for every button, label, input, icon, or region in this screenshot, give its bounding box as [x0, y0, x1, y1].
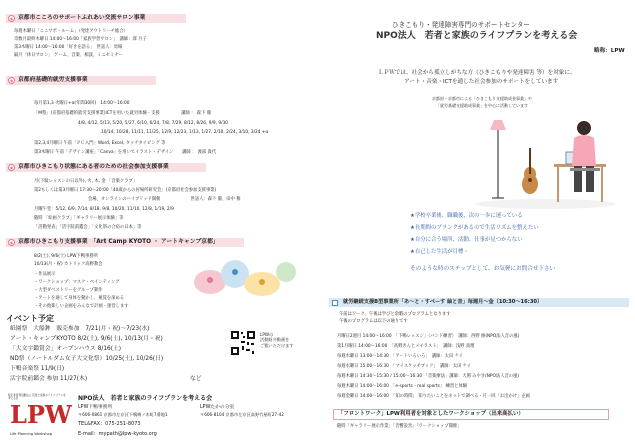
- events-trailing: など: [190, 376, 202, 382]
- salon-line-4: 隔月「休日サロン」 ゲーム、音楽、相談、ミニセミナー: [14, 53, 123, 58]
- employment-note-1: 午前はワーク、午後は学びと余暇のプログラムとなります: [339, 312, 451, 317]
- footer-logo-text: LPW: [10, 400, 72, 429]
- workshop-line: 随時「ギャラリー展示作業」「音響設営」「ワークショップ開催」: [337, 424, 462, 429]
- right-small-1: 京都府・京都市による「ひきこもり支援助成金事業」や: [432, 96, 532, 101]
- workshop-title: 「フロントワーク」LPW利用者を対象としたワークショップ（出来高払い）: [338, 411, 524, 417]
- event-item-1: 紙園祭 大船鉾 販売参加 7/21(月・祝)〜7/23(水): [10, 326, 150, 332]
- qr-note: LPWの 活動紹介動画を ご覧いただけます: [260, 332, 294, 348]
- artcamp-bullet-4: ・アートを通して身体を動かし、視覚を深める: [34, 296, 125, 301]
- employment-note-2: 午後のプログラムは以下の通りです: [339, 319, 408, 324]
- employment-header: [329, 298, 629, 307]
- employment-row-7: 毎週金曜日 14:00〜16:00 「知の時間」 知りたいことをネットで調べる・月一回「お出かけ」企画: [337, 394, 530, 399]
- workshop-header: [333, 409, 609, 420]
- shakai-line-2: 第2もしくは第3月曜日 17:30〜20:00「40歳からの居場所研究会」(京都府社会参加支援事業): [34, 188, 217, 193]
- footer-org-name: NPO法人 若者と家族のライフプランを考える会: [78, 395, 213, 402]
- right-title: [376, 31, 577, 42]
- employment-row-4: 毎週水曜日 15:00〜16:30 「マイスケッチブック」 講師：太田 ケイ: [337, 364, 471, 369]
- footer-logo-sub: Life Planning Workshop: [10, 432, 52, 436]
- event-item-5: 下鴨音楽祭 11/9(日): [10, 366, 65, 372]
- section-shakai-title: 京都市ひきこもり状態にある者のための社会参加支援事業: [18, 164, 169, 170]
- kiso-line-4: 10/14, 10/28, 11/11, 11/25, 12/9, 12/23, 1/13, 1/27, 2/10, 2/24, 3/10, 3/24 +α: [101, 130, 269, 135]
- artcamp-bullet-2: ・ワークショップ：マスク・ペインティング: [34, 280, 120, 285]
- shakai-line-3: 会場、オンラインのハイブリッド開催 世話人：森下 徹、田中 稚: [88, 197, 241, 202]
- event-item-3: 「大文字鑑賞会」オープンハウス 8/16(土): [10, 346, 122, 352]
- footer-email[interactable]: E-mail：mypath@lpw-kyoto.org: [78, 431, 157, 437]
- kiso-line-6: 第3木曜日 午前「デザイン講座」「Canva」を用いてイラスト・デザイン 講師 ： 渡部 貴代: [34, 150, 217, 155]
- section-marker-icon: ◆: [9, 78, 14, 83]
- shakai-line-6: 「活動発表」「活字院前鑑会」「文化祭の合宿の日本」等: [34, 225, 142, 230]
- right-intro-1: ＬＰＷでは、社会から孤立しがちな方（ひきこもりや発達障害 等）を対象に、: [378, 70, 576, 76]
- footer-logo: [8, 394, 72, 444]
- art-camp-illustration: [190, 252, 300, 304]
- right-abbr: 略称：LPW: [594, 48, 625, 54]
- event-item-2: アート・キャンプKYOTO 8/2(土), 9/6(土), 10/13(月・祝): [10, 336, 163, 342]
- kiso-line-2: 「M塾」(京都府基礎的就労支援事業)ICTを用いた就労体験・支援 講師 ： 森下 徹: [34, 111, 212, 116]
- employment-title: 就労継続支援B型事業所「あ〜と・すぺーす 紬と音」毎週月〜金（10:30〜16:30）: [343, 299, 543, 305]
- right-title-text: NPO法人 若者と家族のライフプランを考える会: [376, 31, 578, 41]
- artcamp-bullet-1: ・作品展示: [34, 272, 56, 277]
- employment-row-3: 毎週水曜日 13:00〜14:30 「アートいろいろ」 講師：太田 ケイ: [337, 354, 463, 359]
- shakai-line-1: 月(下駄レッスンの日以外), 火, 木, 金 「音楽クラブ」: [34, 179, 138, 184]
- section-shakai-header: [6, 163, 206, 172]
- section-marker-icon: [332, 300, 338, 306]
- section-salon-header: [6, 14, 186, 23]
- right-bullet-4: ★自己した生活が目標・: [410, 249, 469, 255]
- footer-office1-name: LPW下鴨事務所: [78, 405, 113, 410]
- right-closing: そのような時のステップとして、お気軽にお問合せ下さい: [410, 266, 556, 272]
- section-kiso-header: [6, 76, 156, 85]
- right-bullet-3: ★自分に合う場所、活動、仕事が見つからない: [410, 237, 523, 243]
- section-kiso-title: 京都府基礎的就労支援事業: [18, 77, 88, 83]
- footer-tel: TEL&FAX：075-251-8073: [78, 421, 141, 427]
- event-item-6: 活字院前鑑会 参加 11/27(木): [10, 376, 88, 382]
- kiso-line-1: 毎月第1,3 火曜日+α(年間30回) 14:00〜16:00: [34, 101, 130, 106]
- employment-row-1: 月曜日2週目 14:00〜16:00 「下鴨レッスン」（バンド練習） 講師：西野 修(NPO法人音の風): [337, 334, 520, 339]
- shakai-line-5: 随時 「絵画クラブ」「ギャラリー展示体験」等: [34, 216, 124, 221]
- event-item-4: ND祭（ノートルダム女子大文化祭）10/25(土), 10/26(日): [10, 356, 164, 362]
- artcamp-line-2: 10/13(月・祝) カトリック高野教会: [34, 262, 103, 267]
- music-illustration: [470, 108, 620, 210]
- artcamp-bullet-3: ・大型ダベストリーをグループ制作: [34, 288, 103, 293]
- qr-code-icon[interactable]: [230, 330, 256, 356]
- kiso-line-5: 第2,3,4月曜日 午前「ＰＣ入門」Word, Excel, タッチタイピング 等: [34, 141, 166, 146]
- section-marker-icon: ◆: [9, 240, 14, 245]
- section-art-camp-header: [6, 238, 244, 247]
- section-salon-title: 京都市こころのサポートふれあい交流サロン事業: [18, 15, 146, 21]
- footer-office1-addr: 〒606-0861 京都市左京区下鴨梅ノ木町7番地1: [78, 412, 168, 417]
- footer-logo-caption: 特定非営利活動法人 若者と家族のライフプランを考える会: [8, 394, 66, 400]
- right-intro-2: アート・音楽・ICTを通した社会参加のサポートをしています: [404, 79, 559, 85]
- artcamp-line-1: 8/2(土), 9/6(土) LPW下鴨事務所: [34, 254, 98, 259]
- salon-line-1: 毎週木曜日「ここサポ・ルーム」（発達アウトリーチ総合）: [14, 29, 128, 34]
- section-marker-icon: ◆: [9, 165, 14, 170]
- employment-row-6: 毎週木曜日 14:00〜16:00 「e-sports・real sports」 練習と体験: [337, 384, 468, 389]
- right-bullet-1: ★学校卒業後、職職後、次の一歩に迷っている: [410, 213, 523, 219]
- footer-office2-name: LPWたかの分室: [200, 405, 235, 410]
- events-title: イベント予定: [6, 314, 54, 323]
- right-small-2: 「就労基礎支援助成事業」を中心に活動しています: [436, 103, 528, 108]
- section-art-camp-title: 京都市ひきこもり支援事業 「Art Camp KYOTO ・ アートキャンプ京都」: [18, 239, 219, 245]
- center-label: ひきこもり・発達障害専門のサポートセンター: [392, 21, 531, 29]
- salon-line-3: 第3木曜日 14:00〜16:00「好きを語る」 世話人：馬場: [14, 45, 123, 50]
- artcamp-bullet-5: ・その他楽しい企画をみんなで計画・運営します: [34, 304, 129, 309]
- footer-office2-addr: 〒606-8104 京都市左京区高野竹屋町27-42: [200, 412, 284, 417]
- employment-row-5: 毎週木曜日 14:30〜15:30 / 15:00〜16:30 「音楽療法」講師：大関 みやき(NPO法人音の風): [337, 374, 520, 379]
- right-bullet-2: ★長期間のブランクがあるので生活リズムを整えたい: [410, 225, 539, 231]
- section-marker-icon: ◆: [9, 16, 14, 21]
- salon-line-2: 奇数月最終木曜日 14:00〜16:00「家族学習サロン」 講師：澤 月子: [14, 37, 147, 42]
- shakai-line-4: 月曜午堂：5/12, 6/9, 7/14, 8/18, 9/8, 10/20, 11/10, 12/8, 1/19, 2/9: [34, 207, 174, 212]
- employment-row-2: 第1月曜日 14:00〜16:00 「高野きんとメイラスト」 講師：浅野 真理: [337, 344, 475, 349]
- kiso-line-3: 4/8, 4/12, 5/13, 5/20, 5/27, 6/10, 6/24, 7/8, 7/29, 8/12, 8/26, 9/9, 9/30: [78, 121, 229, 126]
